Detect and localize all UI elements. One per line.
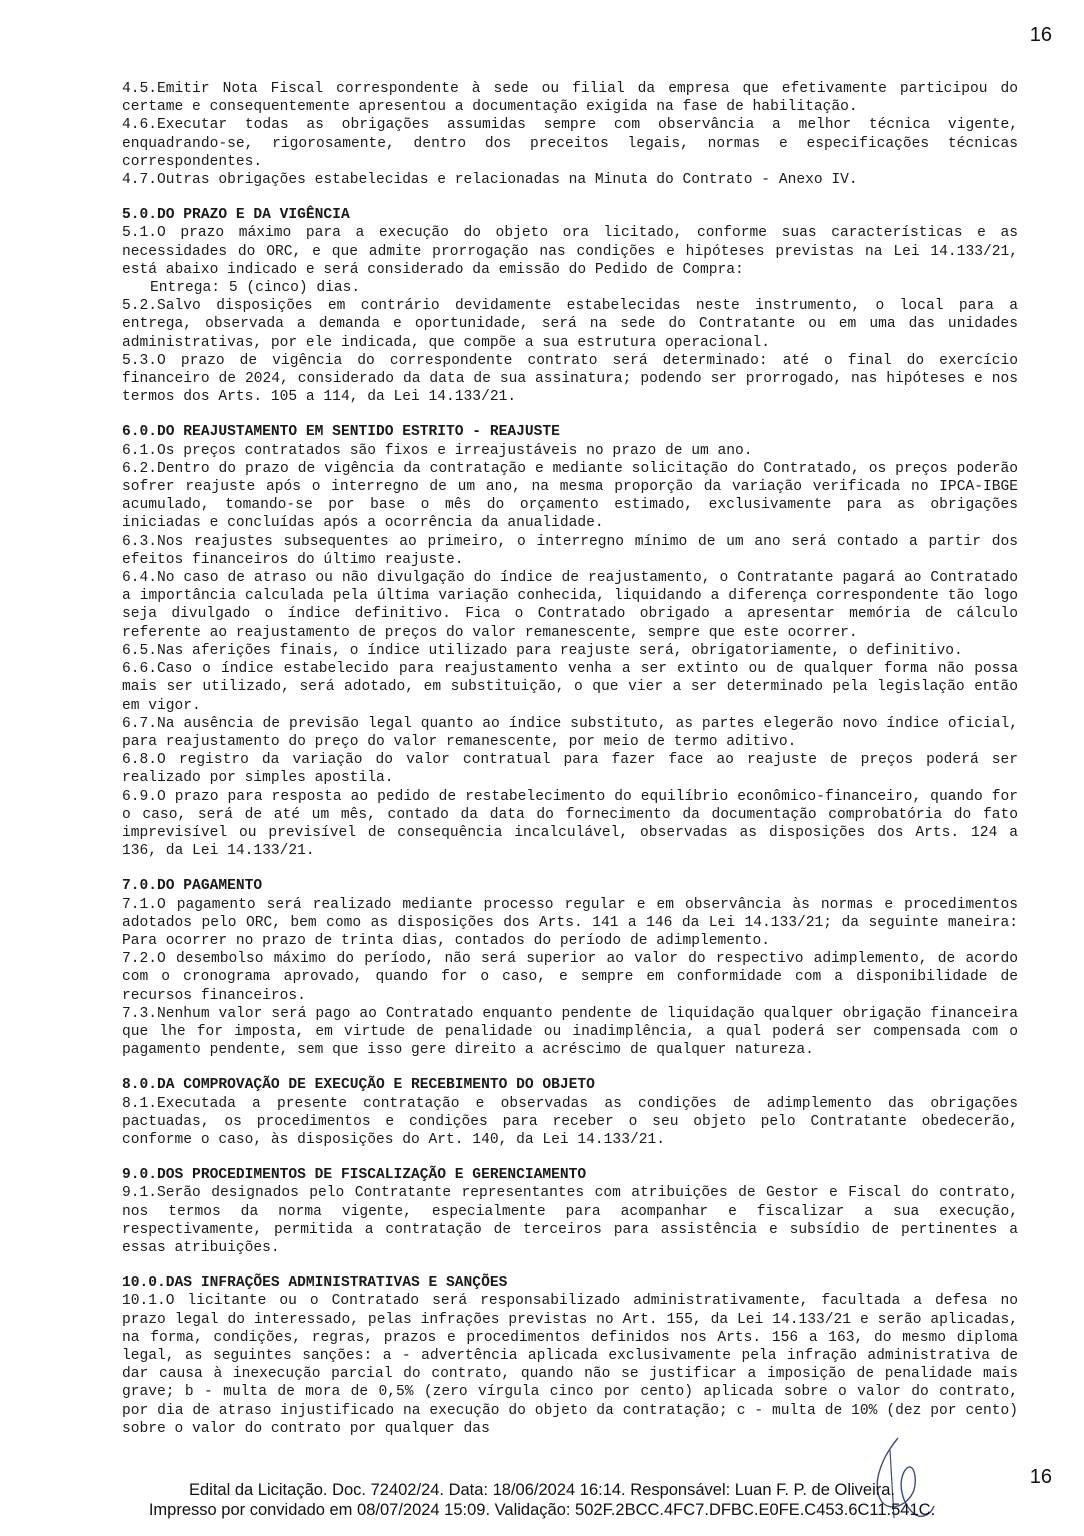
page-number-top: 16 xyxy=(1029,24,1052,46)
document-footer xyxy=(0,1480,1084,1520)
document-body xyxy=(122,80,1018,1438)
clause-7-1: 7.1.O pagamento será realizado mediante processo regular e em observância às normas e procedimentos adotados pelo ORC, bem como as disposições dos Arts. 141 a 146 da Lei 14.133/21; da seguinte maneira: Para ocorrer no prazo de trinta dias, contados do período de adimplemento. xyxy=(122,896,1018,949)
clause-8-1: 8.1.Executada a presente contratação e observadas as condições de adimplemento das obrigações pactuadas, os procedimentos e condições para receber o seu objeto pelo Contratante obedecerão, conforme o caso, às disposições do Art. 140, da Lei 14.133/21. xyxy=(122,1095,1018,1148)
section-8-title: 8.0.DA COMPROVAÇÃO DE EXECUÇÃO E RECEBIMENTO DO OBJETO xyxy=(122,1077,595,1094)
clause-5-1-delivery: Entrega: 5 (cinco) dias. xyxy=(150,280,361,297)
clause-6-2: 6.2.Dentro do prazo de vigência da contratação e mediante solicitação do Contratado, os preços poderão sofrer reajuste após o interregno de um ano, na mesma proporção da variação verificada no IPCA-IBGE acumulado, tomando-se por base o mês do orçamento estimado, exclusivamente para as obrigações iniciadas e concluídas após a ocorrência da anualidade. xyxy=(122,460,1018,532)
clause-4-7: 4.7.Outras obrigações estabelecidas e relacionadas na Minuta do Contrato - Anexo IV. xyxy=(122,172,858,189)
section-10-title: 10.0.DAS INFRAÇÕES ADMINISTRATIVAS E SANÇÕES xyxy=(122,1275,508,1292)
page-number-bottom: 16 xyxy=(1029,1466,1052,1488)
clause-6-5: 6.5.Nas aferições finais, o índice utilizado para reajuste será, obrigatoriamente, o definitivo. xyxy=(122,642,963,659)
clause-10-1: 10.1.O licitante ou o Contratado será responsabilizado administrativamente, facultada a defesa no prazo legal do interessado, pelas infrações previstas no Art. 155, da Lei 14.133/21 e serão aplicadas, na forma, condições, regras, prazos e procedimentos definidos nos Arts. 156 a 163, do mesmo diploma legal, as seguintes sanções: a - advertência aplicada exclusivamente pela infração administrativa de dar causa à inexecução parcial do contrato, quando não se justificar a imposição de penalidade mais grave; b - multa de mora de 0,5% (zero vírgula cinco por cento) aplicada sobre o valor do contrato, por dia de atraso injustificado na execução do objeto da contratação; c - multa de 10% (dez por cento) sobre o valor do contrato por qualquer das xyxy=(122,1293,1018,1437)
clause-6-1: 6.1.Os preços contratados são fixos e irreajustáveis no prazo de um ano. xyxy=(122,442,753,459)
clause-4-5: 4.5.Emitir Nota Fiscal correspondente à sede ou filial da empresa que efetivamente participou do certame e consequentemente apresentou a documentação exigida na fase de habilitação. xyxy=(122,81,1018,116)
section-6-title: 6.0.DO REAJUSTAMENTO EM SENTIDO ESTRITO - REAJUSTE xyxy=(122,424,560,441)
clause-6-8: 6.8.O registro da variação do valor contratual para fazer face ao reajuste de preços poderá ser realizado por simples apostila. xyxy=(122,752,1018,787)
clause-4-6: 4.6.Executar todas as obrigações assumidas sempre com observância a melhor técnica vigente, enquadrando-se, rigorosamente, dentro dos preceitos legais, normas e especificações técnicas correspondentes. xyxy=(122,117,1018,170)
clause-5-1: 5.1.O prazo máximo para a execução do objeto ora licitado, conforme suas características e as necessidades do ORC, e que admite prorrogação nas condições e hipóteses previstas na Lei 14.133/21, está abaixo indicado e será considerado da emissão do Pedido de Compra: xyxy=(122,225,1018,278)
clause-6-9: 6.9.O prazo para resposta ao pedido de restabelecimento do equilíbrio econômico-financeiro, quando for o caso, será de até um mês, contado da data do fornecimento da documentação comprobatória do fato imprevisível ou previsível de consequência incalculável, observadas as disposições dos Arts. 124 a 136, da Lei 14.133/21. xyxy=(122,788,1018,860)
clause-5-2: 5.2.Salvo disposições em contrário devidamente estabelecidas neste instrumento, o local para a entrega, observada a demanda e oportunidade, será na sede do Contratante ou em uma das unidades administrativas, por ele indicada, que compõe a sua estrutura operacional. xyxy=(122,298,1018,351)
footer-line-2: Impresso por convidado em 08/07/2024 15:09. Validação: 502F.2BCC.4FC7.DFBC.E0FE.C453.6C11.541C. xyxy=(148,1501,936,1519)
clause-6-7: 6.7.Na ausência de previsão legal quanto ao índice substituto, as partes elegerão novo índice oficial, para reajustamento do preço do valor remanescente, por meio de termo aditivo. xyxy=(122,715,1018,750)
clause-6-4: 6.4.No caso de atraso ou não divulgação do índice de reajustamento, o Contratante pagará ao Contratado a importância calculada pela última variação conhecida, liquidando a diferença correspondente tão logo seja divulgado o índice definitivo. Fica o Contratado obrigado a apresentar memória de cálculo referente ao reajustamento de preços do valor remanescente, sempre que este ocorrer. xyxy=(122,570,1018,641)
clause-5-3: 5.3.O prazo de vigência do correspondente contrato será determinado: até o final do exercício financeiro de 2024, considerado da data de sua assinatura; podendo ser prorrogado, nas hipóteses e nos termos dos Arts. 105 a 114, da Lei 14.133/21. xyxy=(122,352,1018,406)
section-5-title: 5.0.DO PRAZO E DA VIGÊNCIA xyxy=(122,207,350,224)
clause-7-3: 7.3.Nenhum valor será pago ao Contratado enquanto pendente de liquidação qualquer obrigação financeira que lhe for imposta, em virtude de penalidade ou inadimplência, a qual poderá ser compensada com o pagamento pendente, sem que isso gere direito a acréscimo de qualquer natureza. xyxy=(122,1005,1018,1059)
clause-6-3: 6.3.Nos reajustes subsequentes ao primeiro, o interregno mínimo de um ano será contado a partir dos efeitos financeiros do último reajuste. xyxy=(122,533,1018,568)
section-9-title: 9.0.DOS PROCEDIMENTOS DE FISCALIZAÇÃO E GERENCIAMENTO xyxy=(122,1167,587,1184)
footer-line-1: Edital da Licitação. Doc. 72402/24. Data: 18/06/2024 16:14. Responsável: Luan F. P. de Oliveira. xyxy=(189,1481,895,1499)
clause-9-1: 9.1.Serão designados pelo Contratante representantes com atribuições de Gestor e Fiscal do contrato, nos termos da norma vigente, especialmente para acompanhar e fiscalizar a sua execução, respectivamente, permitida a contratação de terceiros para assistência e subsídio de pertinentes a essas atribuições. xyxy=(122,1185,1018,1256)
section-7-title: 7.0.DO PAGAMENTO xyxy=(122,878,263,895)
clause-6-6: 6.6.Caso o índice estabelecido para reajustamento venha a ser extinto ou de qualquer forma não possa mais ser utilizado, será adotado, em substituição, o que vier a ser determinado pela legislação então em vigor. xyxy=(122,661,1018,714)
clause-7-2: 7.2.O desembolso máximo do período, não será superior ao valor do respectivo adimplemento, de acordo com o cronograma aprovado, quando for o caso, e sempre em conformidade com a disponibilidade de recursos financeiros. xyxy=(122,951,1018,1004)
